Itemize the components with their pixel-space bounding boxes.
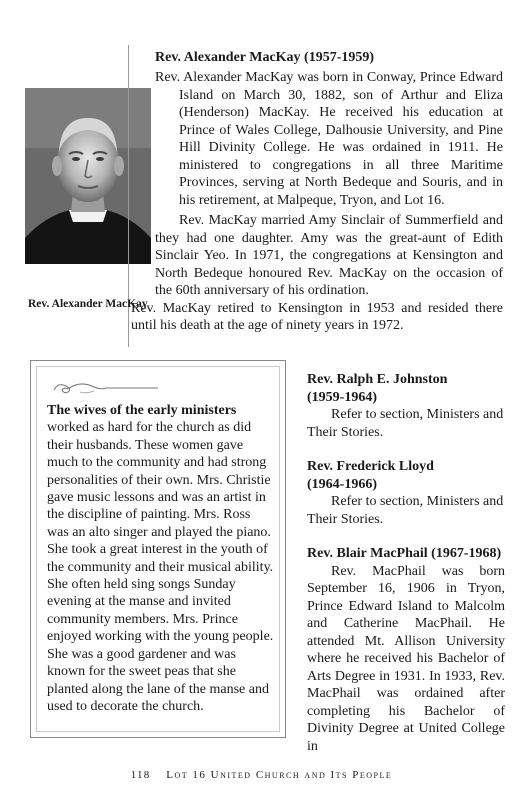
macphail-title: Rev. Blair MacPhail (1967-1968) [307,546,502,561]
portrait-photo [25,88,151,264]
section-johnston [307,371,505,441]
lloyd-title: Rev. Frederick Lloyd [307,459,434,474]
article-paragraph-2 [131,212,503,335]
lloyd-years: (1964-1966) [307,476,377,492]
article-paragraph-2-text: Rev. MacKay married Amy Sinclair of Summerfield and they had one daughter. Amy was the great-aunt of Edith Sinclair Yeo. In 1971, the congregations at Kensington and North Bedeque honoured Rev. MacKay on the occasion of the 60th anniversary of his ordination. [155,213,503,298]
sidebar-text [47,402,275,715]
article-paragraph-1 [155,69,503,209]
sidebar-heading: The wives of the early ministers [47,403,237,418]
article-paragraph-1-text: Rev. Alexander MacKay was born in Conway, Prince Edward Island on March 30, 1882, son of Arthur and Eliza (Henderson) MacKay. He received his education at Prince of Wales College, Dalhousie University, and Pine Hill Divinity College. He was ordained in 1911. He ministered to congregations in all three Maritime Provinces, serving at North Bedeque and Souris, and in his retirement, at Malpeque, Tryon, and Lot 16. [155,70,503,208]
photo-caption: Rev. Alexander MacKay [28,298,148,310]
johnston-years: (1959-1964) [307,389,377,405]
lloyd-text: Refer to section, Ministers and Their Stories. [307,494,504,527]
section-macphail [307,545,505,755]
macphail-text: Rev. MacPhail was born September 16, 1906 in Tryon, Prince Edward Island to Malcolm and Catherine MacPhail. He attended Mt. Allison University where he received his Bachelor of Arts Degree in 1931. In 1933, Rev. MacPhail was ordained after completing his Bachelor of Divinity Degree at United College in [307,563,505,754]
running-title: Lot 16 United Church and Its People [166,769,393,781]
sidebar-body: worked as hard for the church as did their husbands. These women gave much to the community and had strong personalities of their own. Mrs. Christie gave music lessons and was an artist in the discipline of painting. Mrs. Ross was an alto singer and played the piano. She took a great interest in the youth of the community and their musical ability. She often held sing songs Sunday evening at the manse and invited community members. Mrs. Prince enjoyed working with the young people. She was a good gardener and was known for the sweet peas that she planted along the lane of the manse and used to decorate the church. [47,420,274,714]
page-footer [0,769,523,781]
johnston-title: Rev. Ralph E. Johnston [307,372,448,387]
section-lloyd [307,458,505,528]
flourish-ornament-icon [50,378,160,403]
article-title-mackay: Rev. Alexander MacKay (1957-1959) [155,50,375,65]
article-paragraph-3-text: Rev. MacKay retired to Kensington in 1953 and resided there until his death at the age of ninety years in 1972. [131,300,503,333]
johnston-text: Refer to section, Ministers and Their Stories. [307,407,504,440]
page-number: 118 [130,769,151,781]
